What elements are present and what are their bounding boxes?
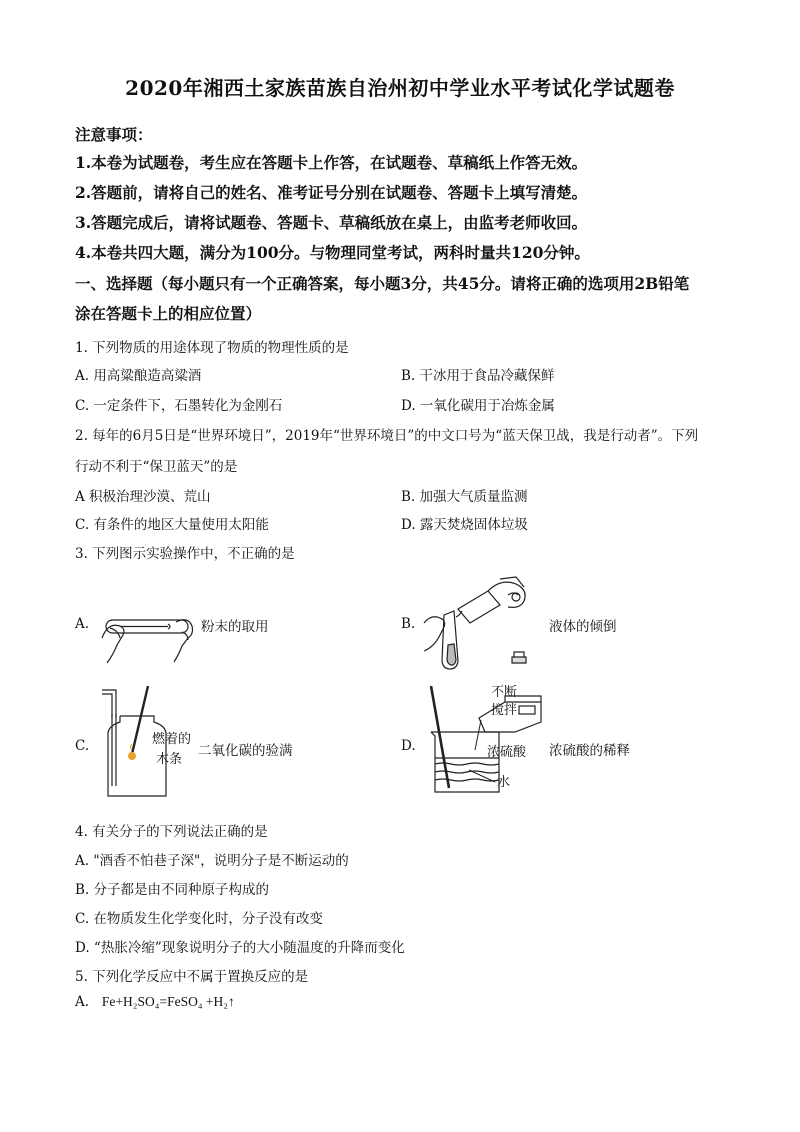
burning-stick-label bbox=[150, 727, 200, 769]
acid-dilution-illustration bbox=[425, 682, 549, 802]
q4-option-b: B. 分子都是由不同种原子构成的 bbox=[75, 882, 270, 898]
q2-stem-line2: 行动不利于“保卫蓝天”的是 bbox=[75, 459, 238, 475]
q2-option-c: C. 有条件的地区大量使用太阳能 bbox=[75, 517, 269, 533]
q3-option-a-caption: 粉末的取用 bbox=[201, 619, 269, 635]
powder-taking-illustration bbox=[98, 598, 198, 666]
liquid-pouring-illustration bbox=[422, 575, 542, 673]
note-item-2: 2.答题前，请将自己的姓名、准考证号分别在试题卷、答题卡上填写清楚。 bbox=[75, 183, 588, 202]
q1-option-c: C. 一定条件下，石墨转化为金刚石 bbox=[75, 398, 283, 414]
q4-option-a: A. "酒香不怕巷子深"，说明分子是不断运动的 bbox=[75, 853, 349, 869]
note-item-1: 1.本卷为试题卷，考生应在答题卡上作答，在试题卷、草稿纸上作答无效。 bbox=[75, 153, 588, 172]
q3-option-b-caption: 液体的倾倒 bbox=[549, 619, 617, 635]
q3-option-d-letter: D. bbox=[401, 738, 416, 754]
q5-option-a-formula: Fe+H₂SO₄=FeSO₄ +H₂↑ bbox=[101, 994, 235, 1009]
q2-option-d: D. 露天焚烧固体垃圾 bbox=[401, 517, 528, 533]
q4-option-d: D. “热胀冷缩”现象说明分子的大小随温度的升降而变化 bbox=[75, 940, 405, 956]
q3-option-c-letter: C. bbox=[75, 738, 90, 754]
q3-option-b-letter: B. bbox=[401, 616, 416, 632]
q2-option-a: A 积极治理沙漠、荒山 bbox=[75, 489, 211, 505]
q5-option-a bbox=[75, 994, 235, 1010]
note-item-3: 3.答题完成后，请将试题卷、答题卡、草稿纸放在桌上，由监考老师收回。 bbox=[75, 213, 588, 232]
section-heading-line2: 涂在答题卡上的相应位置） bbox=[75, 304, 262, 323]
q1-option-a: A. 用高粱酿造高粱酒 bbox=[75, 368, 202, 384]
q1-option-b: B. 干冰用于食品冷藏保鲜 bbox=[401, 368, 555, 384]
q3-c-label-2: 木条 bbox=[156, 752, 183, 767]
q3-option-c-caption: 二氧化碳的验满 bbox=[198, 743, 293, 759]
q3-d-label-2: 搅拌 bbox=[491, 703, 518, 718]
q3-option-d-caption: 浓硫酸的稀释 bbox=[549, 743, 630, 759]
q3-c-label-1: 燃着的 bbox=[152, 732, 192, 747]
q2-stem-line1: 2. 每年的6月5日是“世界环境日”，2019年“世界环境日”的中文口号为“蓝天保卫战，我是行动者”。下列 bbox=[75, 428, 699, 444]
q3-d-label-4: 水 bbox=[497, 775, 511, 790]
note-item-4: 4.本卷共四大题，满分为100分。与物理同堂考试，两科时量共120分钟。 bbox=[75, 243, 590, 262]
q5-option-a-prefix: A. bbox=[75, 994, 102, 1010]
q1-stem: 1. 下列物质的用途体现了物质的物理性质的是 bbox=[75, 340, 349, 356]
section-heading-line1: 一、选择题（每小题只有一个正确答案，每小题3分，共45分。请将正确的选项用2B铅笔 bbox=[75, 274, 690, 293]
q3-stem: 3. 下列图示实验操作中，不正确的是 bbox=[75, 546, 295, 562]
q1-option-d: D. 一氧化碳用于冶炼金属 bbox=[401, 398, 555, 414]
q5-stem: 5. 下列化学反应中不属于置换反应的是 bbox=[75, 969, 309, 985]
q4-option-c: C. 在物质发生化学变化时，分子没有改变 bbox=[75, 911, 323, 927]
q4-stem: 4. 有关分子的下列说法正确的是 bbox=[75, 824, 268, 840]
q3-d-label-1: 不断 bbox=[491, 685, 518, 700]
q3-option-a-letter: A. bbox=[75, 616, 90, 632]
q3-d-label-3: 浓硫酸 bbox=[487, 745, 527, 760]
q2-option-b: B. 加强大气质量监测 bbox=[401, 489, 528, 505]
page-title: 2020年湘西土家族苗族自治州初中学业水平考试化学试题卷 bbox=[125, 76, 675, 100]
notes-heading: 注意事项： bbox=[75, 125, 153, 144]
